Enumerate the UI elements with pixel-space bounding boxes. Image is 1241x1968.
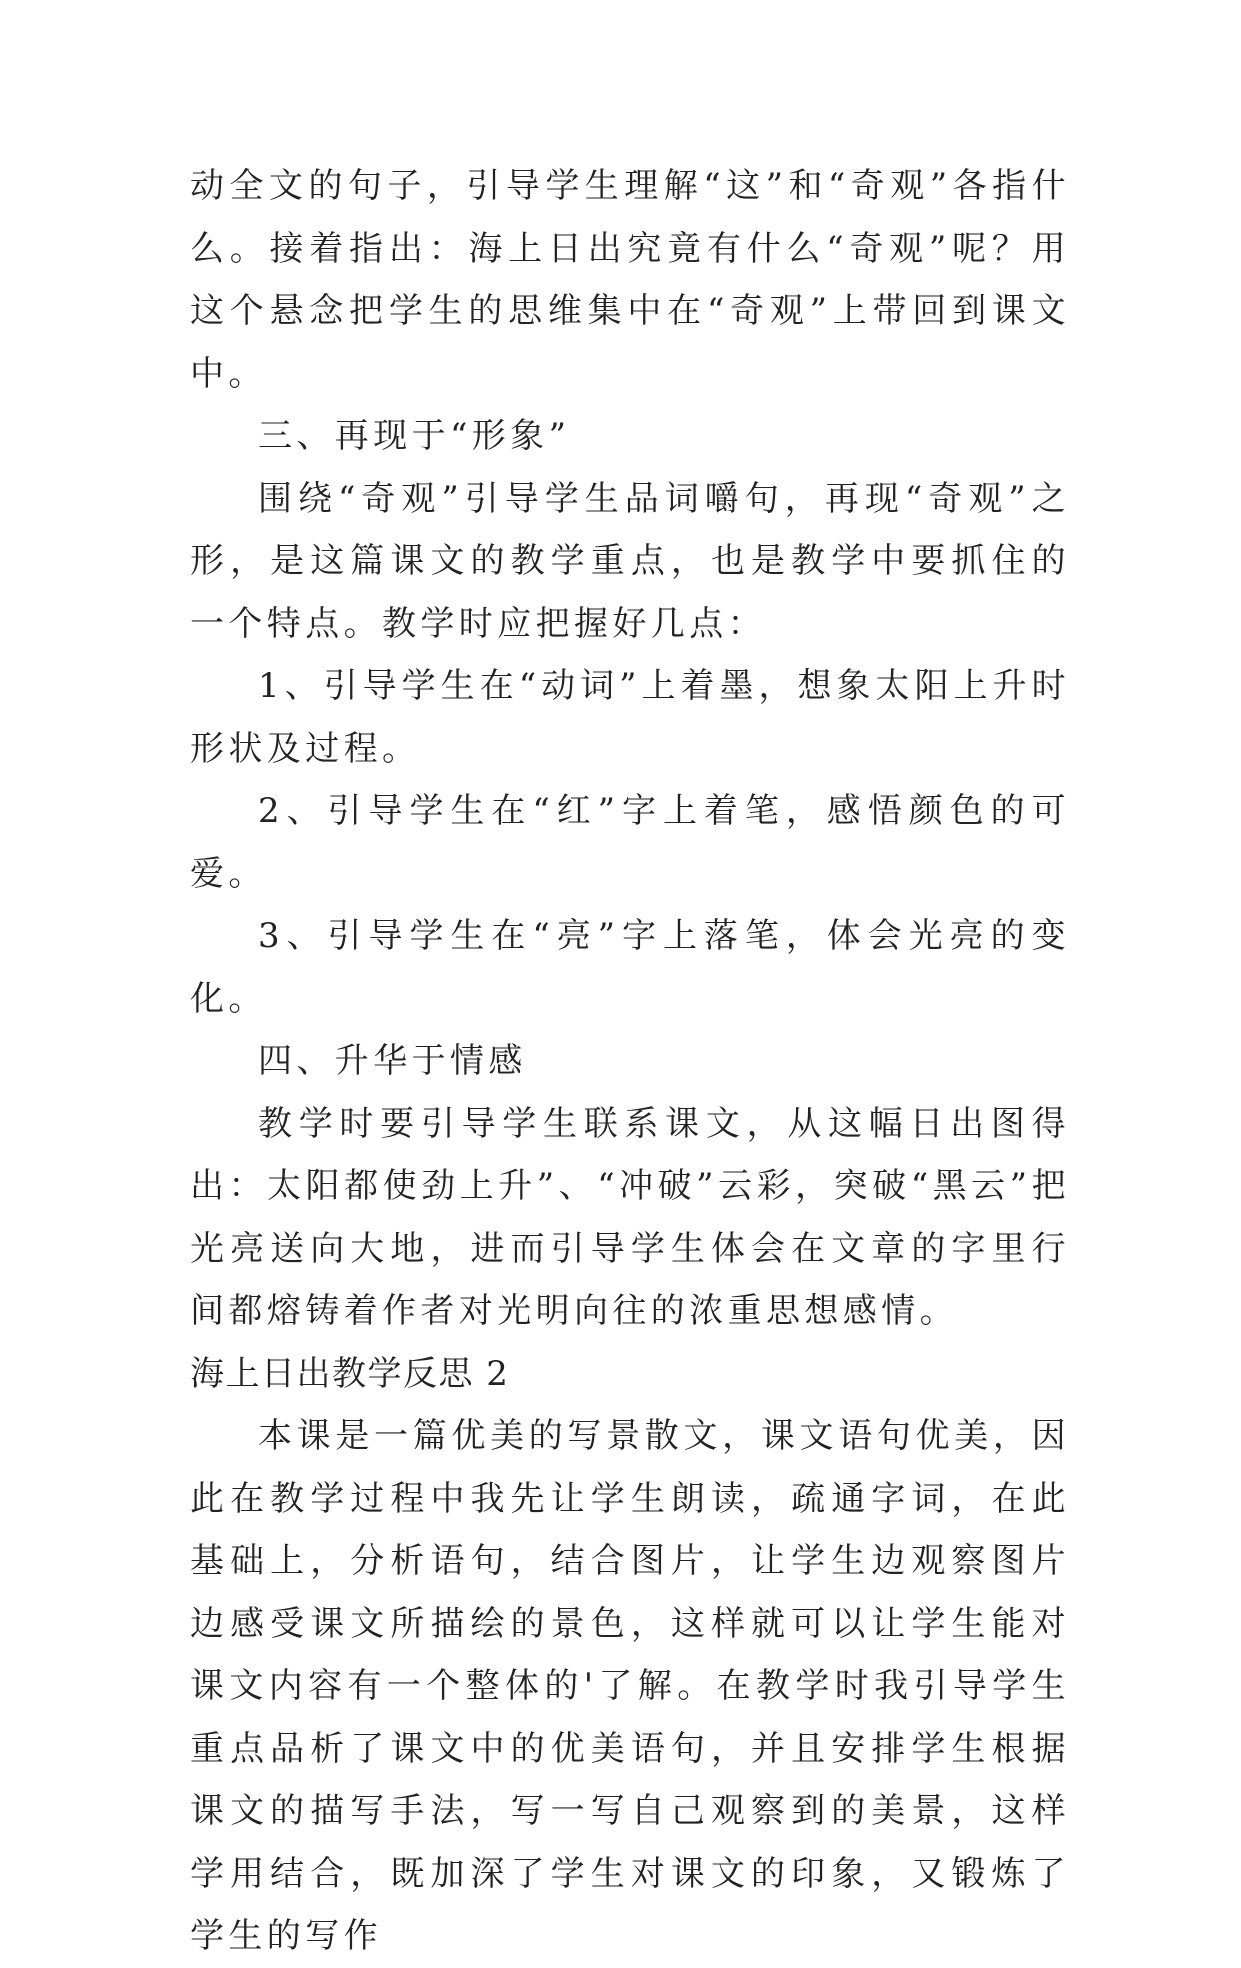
- section-heading: 三、再现于“形象”: [258, 416, 571, 456]
- section-heading: 四、升华于情感: [258, 1041, 527, 1081]
- document-body: [190, 155, 1070, 1968]
- paragraph: 本课是一篇优美的写景散文，课文语句优美，因此在教学过程中我先让学生朗读，疏通字词，在此基础上，分析语句，结合图片，让学生边观察图片边感受课文所描绘的景色，这样就可以让学生能对课文内容有一个整体的'了解。在教学时我引导学生重点品析了课文中的优美语句，并且安排学生根据课文的描写手法，写一写自己观察到的美景，这样学用结合，既加深了学生对课文的印象，又锻炼了学生的写作: [190, 1416, 1070, 1956]
- list-item: 3、引导学生在“亮”字上落笔，体会光亮的变化。: [190, 916, 1070, 1019]
- paragraph: 教学时要引导学生联系课文，从这幅日出图得出：太阳都使劲上升”、“冲破”云彩，突破“黑云”把光亮送向大地，进而引导学生体会在文章的字里行间都熔铸着作者对光明向往的浓重思想感情。: [190, 1103, 1070, 1331]
- paragraph: 围绕“奇观”引导学生品词嚼句，再现“奇观”之形，是这篇课文的教学重点，也是教学中要抓住的一个特点。教学时应把握好几点：: [190, 478, 1070, 644]
- list-item: 2、引导学生在“红”字上着笔，感悟颜色的可爱。: [190, 791, 1070, 894]
- article-title: 海上日出教学反思 2: [190, 1353, 510, 1394]
- list-item: 1、引导学生在“动词”上着墨，想象太阳上升时形状及过程。: [190, 666, 1070, 769]
- paragraph: 动全文的句子，引导学生理解“这”和“奇观”各指什么。接着指出：海上日出究竟有什么“奇观”呢？用这个悬念把学生的思维集中在“奇观”上带回到课文中。: [190, 166, 1070, 394]
